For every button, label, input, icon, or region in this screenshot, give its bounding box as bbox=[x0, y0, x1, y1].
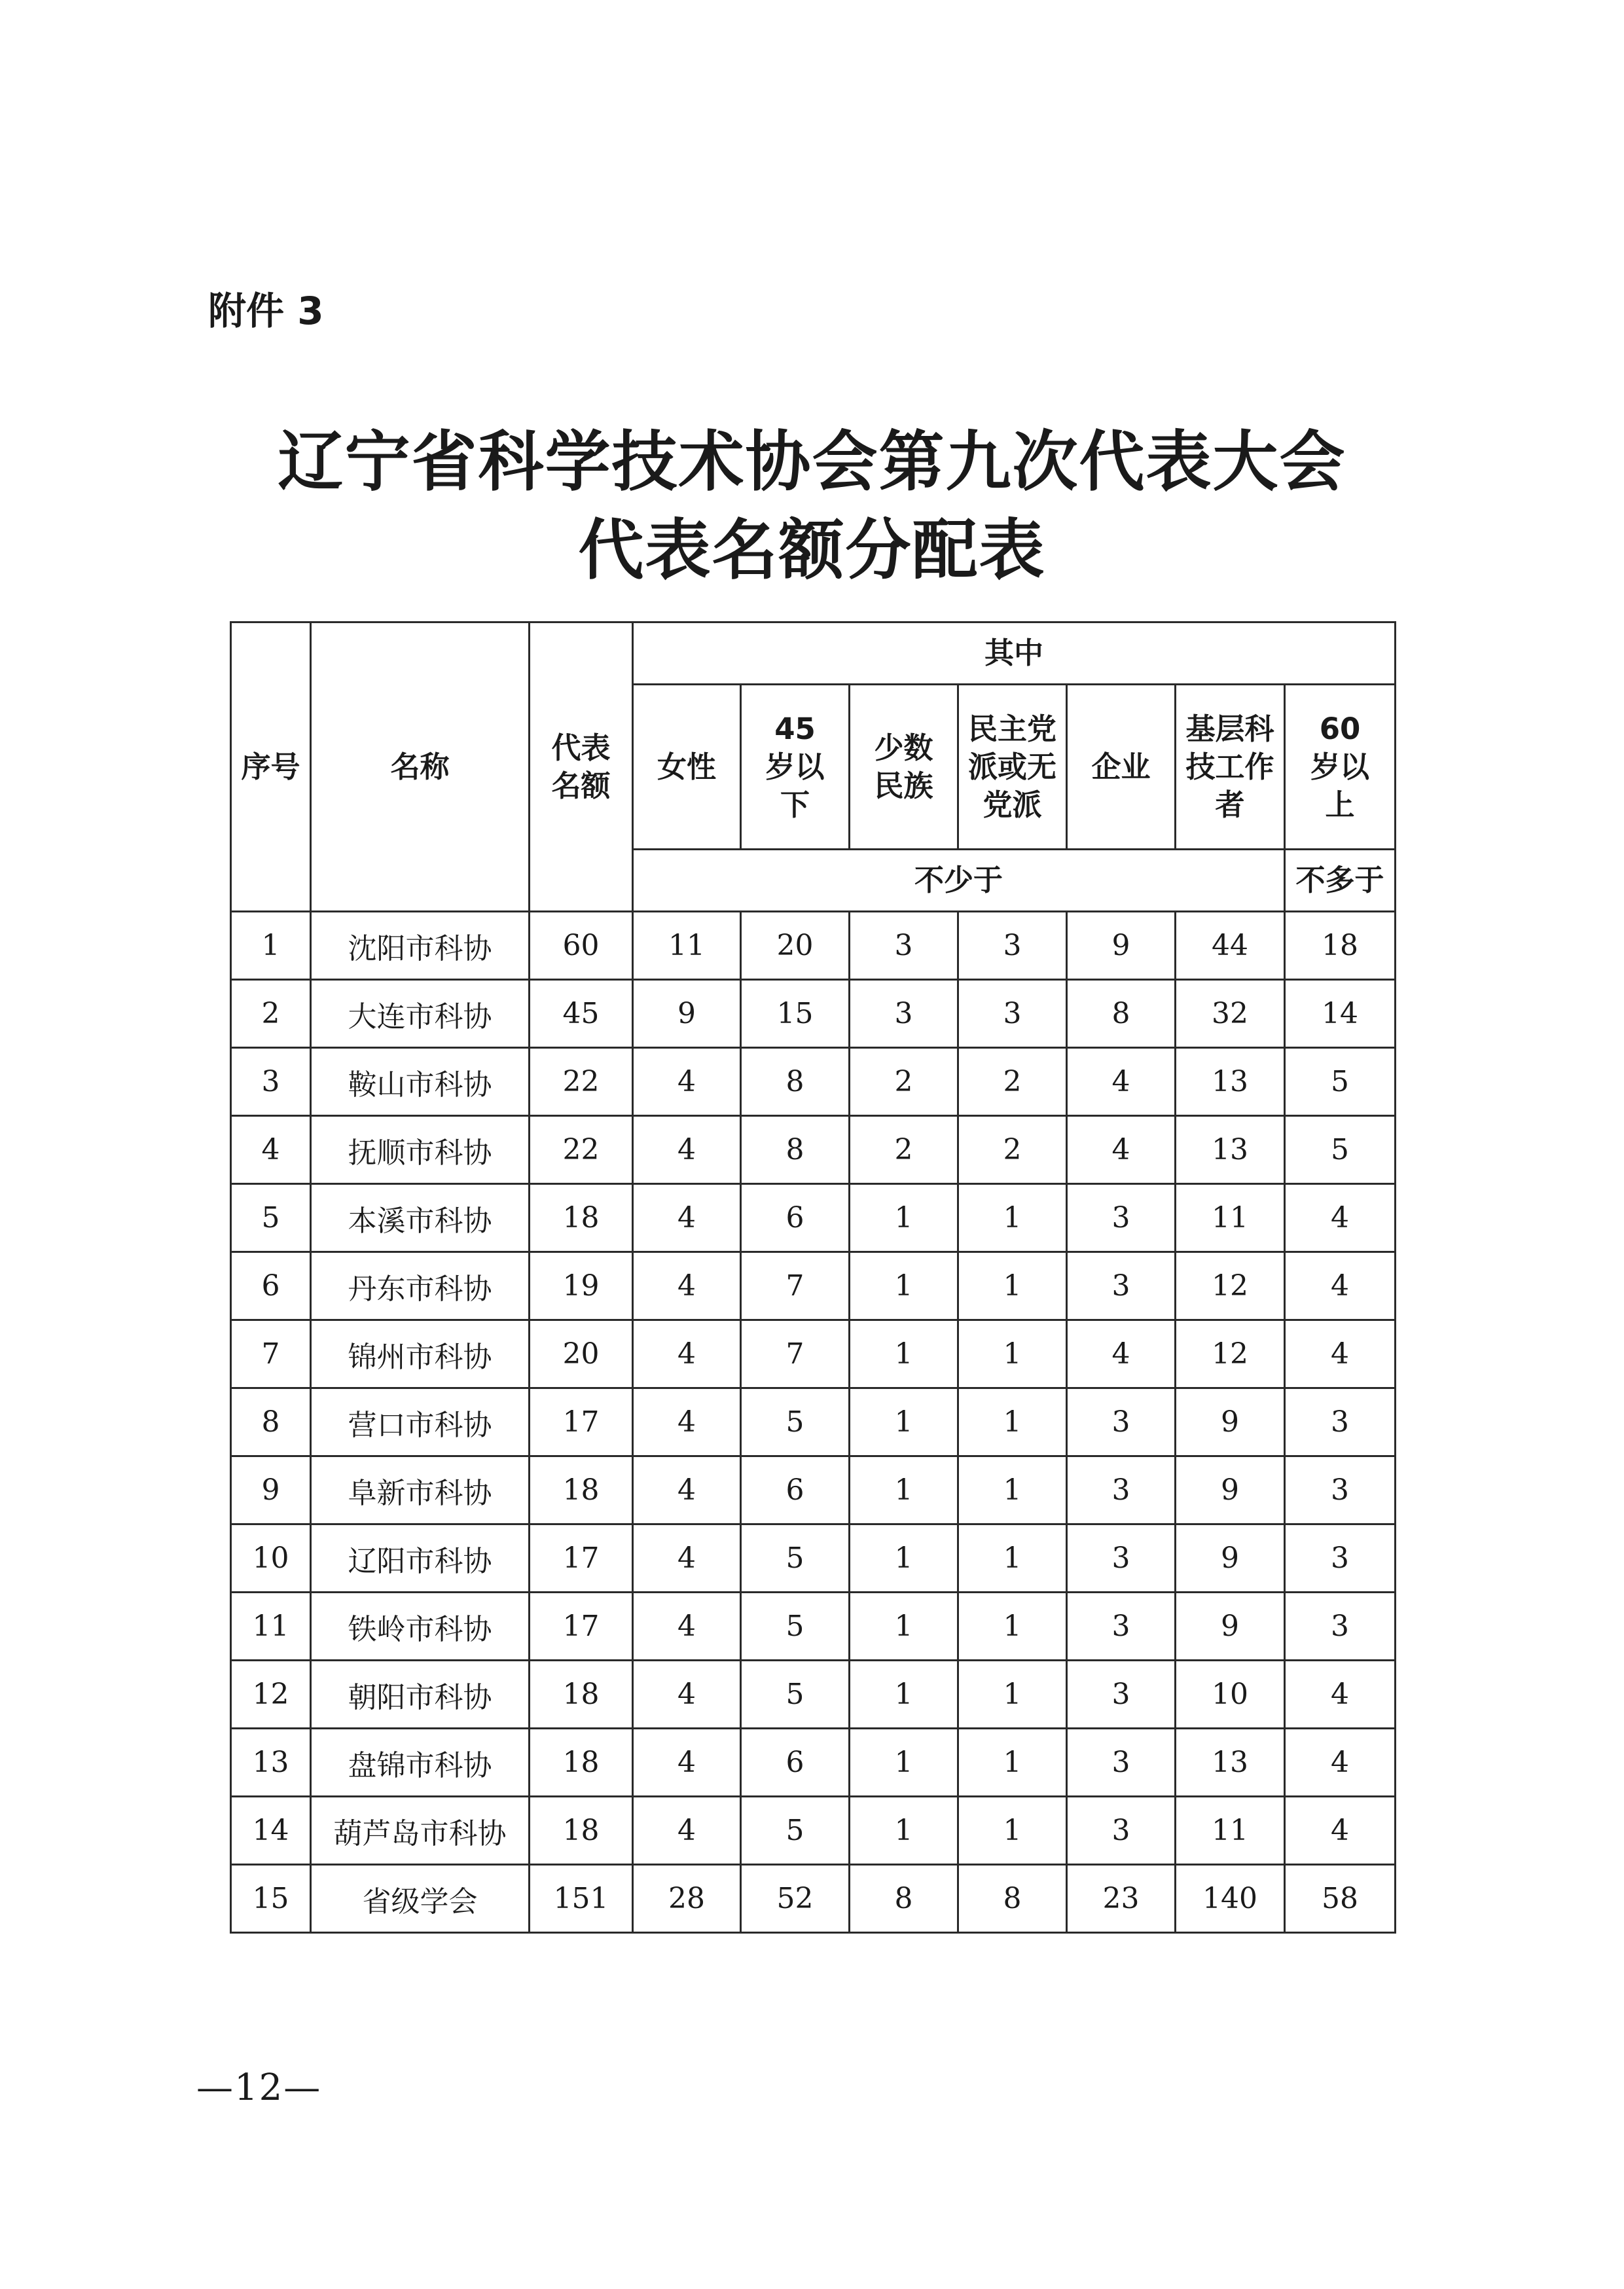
cell-quota: 17 bbox=[530, 1593, 633, 1661]
header-enterprise: 企业 bbox=[1067, 685, 1176, 850]
cell-under45: 6 bbox=[741, 1184, 850, 1252]
cell-enterprise: 3 bbox=[1067, 1388, 1176, 1456]
cell-minority: 3 bbox=[850, 912, 958, 980]
cell-female: 11 bbox=[633, 912, 741, 980]
cell-democratic: 1 bbox=[958, 1593, 1067, 1661]
cell-quota: 22 bbox=[530, 1116, 633, 1184]
table-row bbox=[231, 1184, 1396, 1252]
cell-minority: 1 bbox=[850, 1456, 958, 1524]
cell-enterprise: 23 bbox=[1067, 1865, 1176, 1933]
cell-seq: 4 bbox=[231, 1116, 311, 1184]
cell-under45: 5 bbox=[741, 1797, 850, 1865]
cell-female: 4 bbox=[633, 1116, 741, 1184]
cell-minority: 1 bbox=[850, 1320, 958, 1388]
cell-minority: 1 bbox=[850, 1252, 958, 1320]
header-maximum-note: 不多于 bbox=[1285, 850, 1396, 912]
cell-democratic: 1 bbox=[958, 1320, 1067, 1388]
table-row bbox=[231, 1320, 1396, 1388]
cell-quota: 17 bbox=[530, 1388, 633, 1456]
header-democratic-label: 民主党派或无党派 bbox=[967, 711, 1056, 822]
cell-female: 4 bbox=[633, 1593, 741, 1661]
cell-democratic: 1 bbox=[958, 1729, 1067, 1797]
header-over60 bbox=[1285, 685, 1396, 850]
cell-name: 大连市科协 bbox=[311, 980, 530, 1048]
cell-seq: 9 bbox=[231, 1456, 311, 1524]
table-row bbox=[231, 1116, 1396, 1184]
cell-under45: 20 bbox=[741, 912, 850, 980]
cell-grassroots: 12 bbox=[1176, 1252, 1285, 1320]
cell-seq: 14 bbox=[231, 1797, 311, 1865]
cell-grassroots: 11 bbox=[1176, 1797, 1285, 1865]
cell-enterprise: 3 bbox=[1067, 1661, 1176, 1729]
document-title-line-2: 代表名额分配表 bbox=[578, 511, 1046, 588]
cell-grassroots: 9 bbox=[1176, 1524, 1285, 1593]
cell-grassroots: 13 bbox=[1176, 1116, 1285, 1184]
table-body bbox=[231, 912, 1396, 1933]
table-row bbox=[231, 1729, 1396, 1797]
cell-female: 4 bbox=[633, 1184, 741, 1252]
cell-quota: 17 bbox=[530, 1524, 633, 1593]
cell-seq: 6 bbox=[231, 1252, 311, 1320]
cell-quota: 18 bbox=[530, 1184, 633, 1252]
header-under45 bbox=[741, 685, 850, 850]
cell-seq: 13 bbox=[231, 1729, 311, 1797]
cell-quota: 20 bbox=[530, 1320, 633, 1388]
cell-quota: 18 bbox=[530, 1729, 633, 1797]
table-row bbox=[231, 1797, 1396, 1865]
cell-enterprise: 3 bbox=[1067, 1797, 1176, 1865]
header-minority bbox=[850, 685, 958, 850]
cell-minority: 2 bbox=[850, 1116, 958, 1184]
cell-enterprise: 9 bbox=[1067, 912, 1176, 980]
cell-enterprise: 3 bbox=[1067, 1524, 1176, 1593]
cell-over60: 4 bbox=[1285, 1320, 1396, 1388]
cell-seq: 2 bbox=[231, 980, 311, 1048]
cell-minority: 1 bbox=[850, 1797, 958, 1865]
cell-female: 4 bbox=[633, 1797, 741, 1865]
cell-quota: 18 bbox=[530, 1661, 633, 1729]
cell-grassroots: 140 bbox=[1176, 1865, 1285, 1933]
header-female: 女性 bbox=[633, 685, 741, 850]
page-number: —12— bbox=[196, 2066, 322, 2109]
cell-over60: 14 bbox=[1285, 980, 1396, 1048]
cell-minority: 1 bbox=[850, 1524, 958, 1593]
cell-over60: 3 bbox=[1285, 1456, 1396, 1524]
cell-grassroots: 13 bbox=[1176, 1048, 1285, 1116]
cell-name: 阜新市科协 bbox=[311, 1456, 530, 1524]
header-democratic bbox=[958, 685, 1067, 850]
cell-over60: 4 bbox=[1285, 1661, 1396, 1729]
cell-enterprise: 3 bbox=[1067, 1593, 1176, 1661]
cell-over60: 5 bbox=[1285, 1048, 1396, 1116]
cell-democratic: 3 bbox=[958, 980, 1067, 1048]
quota-allocation-table bbox=[230, 621, 1396, 1934]
cell-quota: 60 bbox=[530, 912, 633, 980]
cell-female: 4 bbox=[633, 1388, 741, 1456]
cell-under45: 5 bbox=[741, 1593, 850, 1661]
header-grassroots-label: 基层科技工作者 bbox=[1185, 711, 1274, 822]
attachment-label: 附件 3 bbox=[208, 289, 324, 333]
cell-democratic: 1 bbox=[958, 1524, 1067, 1593]
cell-grassroots: 9 bbox=[1176, 1388, 1285, 1456]
cell-enterprise: 3 bbox=[1067, 1729, 1176, 1797]
table-row bbox=[231, 1593, 1396, 1661]
header-under45-label: 45 岁以下 bbox=[765, 711, 825, 822]
header-of-which: 其中 bbox=[633, 622, 1396, 685]
cell-name: 沈阳市科协 bbox=[311, 912, 530, 980]
cell-enterprise: 4 bbox=[1067, 1320, 1176, 1388]
cell-under45: 8 bbox=[741, 1116, 850, 1184]
cell-under45: 5 bbox=[741, 1388, 850, 1456]
cell-seq: 3 bbox=[231, 1048, 311, 1116]
cell-under45: 5 bbox=[741, 1661, 850, 1729]
cell-name: 盘锦市科协 bbox=[311, 1729, 530, 1797]
table-row bbox=[231, 1048, 1396, 1116]
cell-democratic: 1 bbox=[958, 1661, 1067, 1729]
cell-over60: 4 bbox=[1285, 1729, 1396, 1797]
cell-female: 4 bbox=[633, 1252, 741, 1320]
cell-seq: 15 bbox=[231, 1865, 311, 1933]
cell-name: 朝阳市科协 bbox=[311, 1661, 530, 1729]
cell-name: 铁岭市科协 bbox=[311, 1593, 530, 1661]
cell-democratic: 8 bbox=[958, 1865, 1067, 1933]
cell-democratic: 1 bbox=[958, 1184, 1067, 1252]
cell-under45: 8 bbox=[741, 1048, 850, 1116]
cell-democratic: 1 bbox=[958, 1797, 1067, 1865]
header-name: 名称 bbox=[311, 622, 530, 912]
cell-democratic: 1 bbox=[958, 1252, 1067, 1320]
cell-democratic: 3 bbox=[958, 912, 1067, 980]
cell-under45: 7 bbox=[741, 1320, 850, 1388]
cell-enterprise: 4 bbox=[1067, 1116, 1176, 1184]
cell-quota: 151 bbox=[530, 1865, 633, 1933]
cell-grassroots: 9 bbox=[1176, 1593, 1285, 1661]
cell-quota: 18 bbox=[530, 1456, 633, 1524]
cell-under45: 6 bbox=[741, 1729, 850, 1797]
cell-minority: 2 bbox=[850, 1048, 958, 1116]
cell-minority: 3 bbox=[850, 980, 958, 1048]
cell-name: 辽阳市科协 bbox=[311, 1524, 530, 1593]
cell-democratic: 2 bbox=[958, 1116, 1067, 1184]
cell-over60: 58 bbox=[1285, 1865, 1396, 1933]
table-header bbox=[231, 622, 1396, 912]
cell-quota: 45 bbox=[530, 980, 633, 1048]
cell-female: 4 bbox=[633, 1661, 741, 1729]
cell-grassroots: 44 bbox=[1176, 912, 1285, 980]
cell-name: 锦州市科协 bbox=[311, 1320, 530, 1388]
header-minimum-note: 不少于 bbox=[633, 850, 1285, 912]
table-row bbox=[231, 1388, 1396, 1456]
cell-name: 葫芦岛市科协 bbox=[311, 1797, 530, 1865]
header-quota-label: 代表名额 bbox=[551, 730, 611, 803]
cell-seq: 11 bbox=[231, 1593, 311, 1661]
cell-under45: 5 bbox=[741, 1524, 850, 1593]
cell-enterprise: 3 bbox=[1067, 1252, 1176, 1320]
cell-female: 4 bbox=[633, 1729, 741, 1797]
cell-democratic: 2 bbox=[958, 1048, 1067, 1116]
table-row bbox=[231, 1252, 1396, 1320]
cell-democratic: 1 bbox=[958, 1388, 1067, 1456]
cell-grassroots: 9 bbox=[1176, 1456, 1285, 1524]
cell-seq: 10 bbox=[231, 1524, 311, 1593]
cell-grassroots: 32 bbox=[1176, 980, 1285, 1048]
cell-enterprise: 4 bbox=[1067, 1048, 1176, 1116]
header-quota bbox=[530, 622, 633, 912]
cell-name: 鞍山市科协 bbox=[311, 1048, 530, 1116]
cell-name: 本溪市科协 bbox=[311, 1184, 530, 1252]
cell-name: 省级学会 bbox=[311, 1865, 530, 1933]
cell-seq: 1 bbox=[231, 912, 311, 980]
table-row bbox=[231, 980, 1396, 1048]
cell-enterprise: 8 bbox=[1067, 980, 1176, 1048]
cell-name: 丹东市科协 bbox=[311, 1252, 530, 1320]
cell-grassroots: 11 bbox=[1176, 1184, 1285, 1252]
cell-grassroots: 10 bbox=[1176, 1661, 1285, 1729]
cell-minority: 1 bbox=[850, 1388, 958, 1456]
table-row bbox=[231, 1865, 1396, 1933]
cell-minority: 1 bbox=[850, 1184, 958, 1252]
cell-name: 营口市科协 bbox=[311, 1388, 530, 1456]
header-over60-label: 60 岁以上 bbox=[1310, 711, 1370, 822]
cell-name: 抚顺市科协 bbox=[311, 1116, 530, 1184]
cell-seq: 12 bbox=[231, 1661, 311, 1729]
cell-seq: 5 bbox=[231, 1184, 311, 1252]
cell-quota: 19 bbox=[530, 1252, 633, 1320]
cell-under45: 52 bbox=[741, 1865, 850, 1933]
cell-female: 4 bbox=[633, 1048, 741, 1116]
cell-over60: 5 bbox=[1285, 1116, 1396, 1184]
cell-minority: 8 bbox=[850, 1865, 958, 1933]
cell-democratic: 1 bbox=[958, 1456, 1067, 1524]
cell-minority: 1 bbox=[850, 1729, 958, 1797]
document-title-line-1: 辽宁省科学技术协会第九次代表大会 bbox=[278, 423, 1346, 500]
cell-quota: 22 bbox=[530, 1048, 633, 1116]
table-row bbox=[231, 912, 1396, 980]
table-row bbox=[231, 1456, 1396, 1524]
cell-female: 28 bbox=[633, 1865, 741, 1933]
cell-enterprise: 3 bbox=[1067, 1456, 1176, 1524]
cell-over60: 4 bbox=[1285, 1184, 1396, 1252]
cell-minority: 1 bbox=[850, 1661, 958, 1729]
cell-grassroots: 12 bbox=[1176, 1320, 1285, 1388]
cell-over60: 4 bbox=[1285, 1797, 1396, 1865]
table-row bbox=[231, 1524, 1396, 1593]
cell-over60: 3 bbox=[1285, 1593, 1396, 1661]
cell-female: 4 bbox=[633, 1456, 741, 1524]
cell-under45: 6 bbox=[741, 1456, 850, 1524]
cell-over60: 4 bbox=[1285, 1252, 1396, 1320]
cell-female: 4 bbox=[633, 1524, 741, 1593]
cell-over60: 3 bbox=[1285, 1388, 1396, 1456]
cell-female: 4 bbox=[633, 1320, 741, 1388]
table-row bbox=[231, 1661, 1396, 1729]
cell-seq: 8 bbox=[231, 1388, 311, 1456]
header-grassroots bbox=[1176, 685, 1285, 850]
header-minority-label: 少数民族 bbox=[874, 730, 933, 803]
cell-under45: 7 bbox=[741, 1252, 850, 1320]
header-seq: 序号 bbox=[231, 622, 311, 912]
cell-female: 9 bbox=[633, 980, 741, 1048]
cell-enterprise: 3 bbox=[1067, 1184, 1176, 1252]
cell-grassroots: 13 bbox=[1176, 1729, 1285, 1797]
cell-over60: 18 bbox=[1285, 912, 1396, 980]
cell-minority: 1 bbox=[850, 1593, 958, 1661]
cell-quota: 18 bbox=[530, 1797, 633, 1865]
cell-seq: 7 bbox=[231, 1320, 311, 1388]
cell-under45: 15 bbox=[741, 980, 850, 1048]
cell-over60: 3 bbox=[1285, 1524, 1396, 1593]
